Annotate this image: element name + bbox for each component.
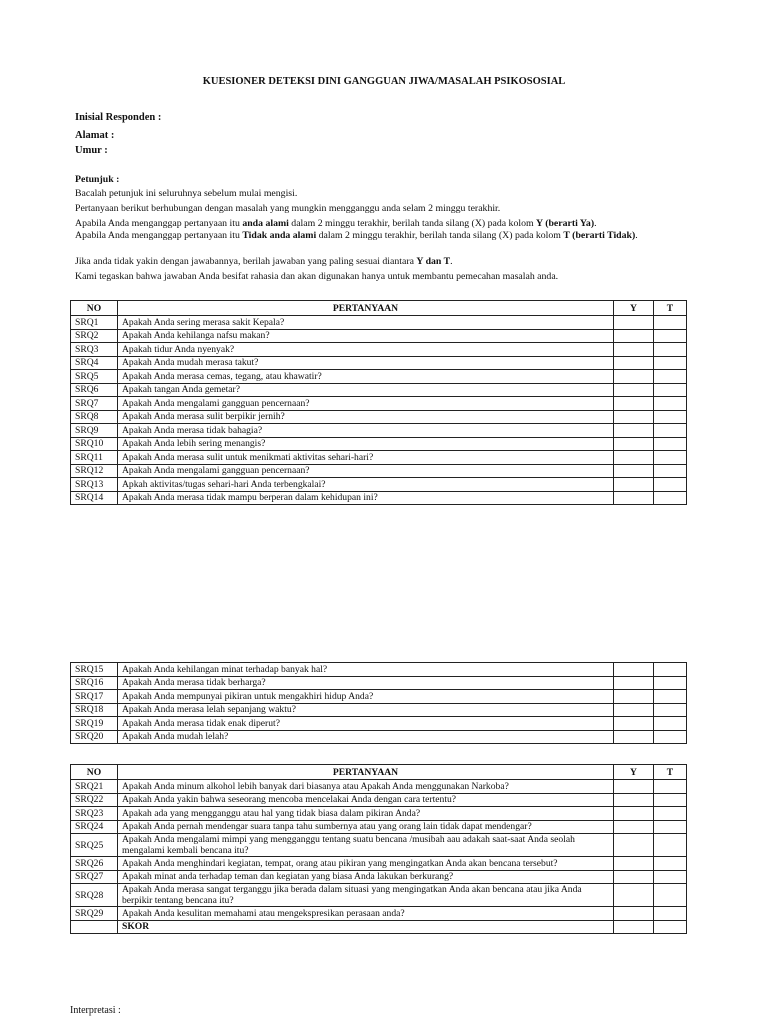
answer-t-cell[interactable] [654,793,687,807]
question-text: Apakah Anda kehilanga nafsu makan? [118,329,614,343]
question-number: SRQ4 [71,356,118,370]
answer-t-cell[interactable] [654,676,687,690]
question-number: SRQ28 [71,884,118,907]
answer-t-cell[interactable] [654,478,687,492]
answer-t-cell[interactable] [654,410,687,424]
table-header-row [71,765,687,780]
question-text: Apakah Anda mudah merasa takut? [118,356,614,370]
question-number: SRQ6 [71,383,118,397]
question-text: Apakah ada yang mengganggu atau hal yang tidak biasa dalam pikiran Anda? [118,807,614,821]
answer-t-cell[interactable] [654,703,687,717]
answer-t-cell[interactable] [654,343,687,357]
answer-t-cell[interactable] [654,730,687,744]
answer-t-cell[interactable] [654,424,687,438]
question-number: SRQ24 [71,820,118,834]
question-number: SRQ17 [71,690,118,704]
answer-t-cell[interactable] [654,329,687,343]
question-row [71,397,687,411]
question-row [71,703,687,717]
answer-y-cell[interactable] [614,793,654,807]
question-text: Apakah Anda minum alkohol lebih banyak dari biasanya atau Apakah Anda menggunakan Narkoba? [118,780,614,794]
question-text: Apakah Anda merasa sulit untuk menikmati aktivitas sehari-hari? [118,451,614,465]
petunjuk-line-6: Kami tegaskan bahwa jawaban Anda besifat rahasia dan akan digunakan hanya untuk membantu pemecahan masalah anda. [75,271,559,282]
question-text: Apakah Anda lebih sering menangis? [118,437,614,451]
petunjuk-heading: Petunjuk : [75,174,120,185]
answer-t-cell[interactable] [654,870,687,884]
question-number: SRQ16 [71,676,118,690]
table-header-row [71,301,687,316]
answer-y-cell[interactable] [614,907,654,921]
answer-y-cell[interactable] [614,356,654,370]
question-number: SRQ8 [71,410,118,424]
answer-y-cell[interactable] [614,730,654,744]
answer-y-cell[interactable] [614,383,654,397]
question-number: SRQ1 [71,316,118,330]
question-number: SRQ3 [71,343,118,357]
answer-y-cell[interactable] [614,343,654,357]
umur-label: Umur : [75,145,108,156]
answer-t-cell[interactable] [654,717,687,731]
answer-y-cell[interactable] [614,370,654,384]
answer-t-cell[interactable] [654,884,687,907]
petunjuk-line-5: Jika anda tidak yakin dengan jawabannya, berilah jawaban yang paling sesuai diantara Y dan T. [75,256,453,267]
question-row [71,834,687,857]
question-row [71,343,687,357]
skor-y-cell[interactable] [614,920,654,934]
answer-y-cell[interactable] [614,884,654,907]
skor-t-cell[interactable] [654,920,687,934]
answer-y-cell[interactable] [614,780,654,794]
header-y: Y [614,301,654,316]
question-row [71,464,687,478]
question-number: SRQ18 [71,703,118,717]
answer-y-cell[interactable] [614,478,654,492]
answer-t-cell[interactable] [654,834,687,857]
answer-y-cell[interactable] [614,397,654,411]
answer-t-cell[interactable] [654,820,687,834]
answer-y-cell[interactable] [614,717,654,731]
answer-t-cell[interactable] [654,857,687,871]
answer-y-cell[interactable] [614,870,654,884]
question-text: Apakah Anda mempunyai pikiran untuk mengakhiri hidup Anda? [118,690,614,704]
question-row [71,690,687,704]
answer-t-cell[interactable] [654,663,687,677]
question-row [71,663,687,677]
question-number: SRQ12 [71,464,118,478]
question-text: Apakah Anda merasa tidak mampu berperan dalam kehidupan ini? [118,491,614,505]
question-row [71,478,687,492]
question-number: SRQ25 [71,834,118,857]
question-number: SRQ19 [71,717,118,731]
question-row [71,437,687,451]
question-text: Apakah minat anda terhadap teman dan kegiatan yang biasa Anda lakukan berkurang? [118,870,614,884]
question-number: SRQ7 [71,397,118,411]
question-text: Apakah Anda kesulitan memahami atau mengekspresikan perasaan anda? [118,907,614,921]
question-text: Apakah Anda pernah mendengar suara tanpa tahu sumbernya atau yang orang lain tidak dapat mendengar? [118,820,614,834]
question-number: SRQ22 [71,793,118,807]
question-text: Apakah Anda sering merasa sakit Kepala? [118,316,614,330]
question-row [71,491,687,505]
question-number: SRQ26 [71,857,118,871]
question-text: Apkah aktivitas/tugas sehari-hari Anda terbengkalai? [118,478,614,492]
question-text: Apakah Anda merasa sangat terganggu jika berada dalam situasi yang mengingatkan Anda akan bencana atau jika Anda berpikir tentang bencana itu? [118,884,614,907]
question-row [71,820,687,834]
question-text: Apakah Anda merasa tidak berharga? [118,676,614,690]
question-text: Apakah Anda merasa tidak bahagia? [118,424,614,438]
header-t: T [654,301,687,316]
question-row [71,356,687,370]
answer-t-cell[interactable] [654,464,687,478]
question-text: Apakah Anda mengalami gangguan pencernaan? [118,397,614,411]
questionnaire-table-3 [70,764,687,934]
question-number: SRQ9 [71,424,118,438]
question-text: Apakah Anda merasa cemas, tegang, atau khawatir? [118,370,614,384]
answer-t-cell[interactable] [654,356,687,370]
question-row [71,383,687,397]
skor-label: SKOR [118,920,614,934]
question-row [71,907,687,921]
question-row [71,410,687,424]
question-number: SRQ21 [71,780,118,794]
question-row [71,870,687,884]
interpretasi-label: Interpretasi : [70,1005,121,1016]
question-row [71,780,687,794]
question-text: Apakah Anda menghindari kegiatan, tempat, orang atau pikiran yang mengingatkan Anda akan bencana tersebut? [118,857,614,871]
skor-row [71,920,687,934]
question-text: Apakah tidur Anda nyenyak? [118,343,614,357]
question-number: SRQ29 [71,907,118,921]
answer-y-cell[interactable] [614,451,654,465]
answer-y-cell[interactable] [614,437,654,451]
question-text: Apakah Anda yakin bahwa seseorang mencoba mencelakai Anda dengan cara tertentu? [118,793,614,807]
header-no: NO [71,765,118,780]
answer-t-cell[interactable] [654,397,687,411]
question-number: SRQ14 [71,491,118,505]
question-text: Apakah Anda mengalami gangguan pencernaan? [118,464,614,478]
document-title: KUESIONER DETEKSI DINI GANGGUAN JIWA/MASALAH PSIKOSOSIAL [202,76,566,87]
question-row [71,717,687,731]
inisial-responden-label: Inisial Responden : [75,112,162,123]
questionnaire-table-1 [70,300,687,505]
header-t: T [654,765,687,780]
question-number: SRQ2 [71,329,118,343]
answer-y-cell[interactable] [614,329,654,343]
question-number: SRQ5 [71,370,118,384]
question-number: SRQ13 [71,478,118,492]
petunjuk-line-4: Apabila Anda menganggap pertanyaan itu Tidak anda alami dalam 2 minggu terakhir, berilah tanda silang (X) pada kolom T (berarti Tidak). [75,230,638,241]
answer-y-cell[interactable] [614,316,654,330]
question-number: SRQ27 [71,870,118,884]
answer-y-cell[interactable] [614,690,654,704]
question-row [71,451,687,465]
answer-y-cell[interactable] [614,834,654,857]
question-number: SRQ23 [71,807,118,821]
question-text: Apakah tangan Anda gemetar? [118,383,614,397]
question-row [71,857,687,871]
question-row [71,730,687,744]
questionnaire-table-2 [70,662,687,744]
question-row [71,793,687,807]
answer-y-cell[interactable] [614,807,654,821]
header-y: Y [614,765,654,780]
answer-t-cell[interactable] [654,316,687,330]
header-pertanyaan: PERTANYAAN [118,301,614,316]
question-number: SRQ20 [71,730,118,744]
question-text: Apakah Anda merasa sulit berpikir jernih? [118,410,614,424]
answer-y-cell[interactable] [614,424,654,438]
question-row [71,316,687,330]
question-number: SRQ10 [71,437,118,451]
answer-t-cell[interactable] [654,807,687,821]
answer-t-cell[interactable] [654,491,687,505]
answer-t-cell[interactable] [654,780,687,794]
answer-y-cell[interactable] [614,464,654,478]
skor-no-cell [71,920,118,934]
question-text: Apakah Anda merasa tidak enak diperut? [118,717,614,731]
question-text: Apakah Anda merasa lelah sepanjang waktu? [118,703,614,717]
answer-y-cell[interactable] [614,663,654,677]
question-row [71,424,687,438]
alamat-label: Alamat : [75,130,115,141]
header-pertanyaan: PERTANYAAN [118,765,614,780]
answer-t-cell[interactable] [654,451,687,465]
question-row [71,329,687,343]
question-number: SRQ11 [71,451,118,465]
answer-y-cell[interactable] [614,820,654,834]
question-text: Apakah Anda kehilangan minat terhadap banyak hal? [118,663,614,677]
petunjuk-line-2: Pertanyaan berikut berhubungan dengan masalah yang mungkin mengganggu anda selam 2 minggu terakhir. [75,203,501,214]
answer-y-cell[interactable] [614,703,654,717]
answer-t-cell[interactable] [654,383,687,397]
answer-y-cell[interactable] [614,491,654,505]
question-text: Apakah Anda mengalami mimpi yang mengganggu tentang suatu bencana /musibah aau adakah saat-saat Anda seolah mengalami kembali bencana itu? [118,834,614,857]
header-no: NO [71,301,118,316]
question-text: Apakah Anda mudah lelah? [118,730,614,744]
question-row [71,370,687,384]
answer-t-cell[interactable] [654,370,687,384]
question-number: SRQ15 [71,663,118,677]
answer-t-cell[interactable] [654,437,687,451]
question-row [71,807,687,821]
answer-t-cell[interactable] [654,690,687,704]
petunjuk-line-3: Apabila Anda menganggap pertanyaan itu anda alami dalam 2 minggu terakhir, berilah tanda silang (X) pada kolom Y (berarti Ya). [75,218,597,229]
answer-y-cell[interactable] [614,857,654,871]
petunjuk-line-1: Bacalah petunjuk ini seluruhnya sebelum mulai mengisi. [75,188,298,199]
answer-y-cell[interactable] [614,410,654,424]
question-row [71,676,687,690]
answer-t-cell[interactable] [654,907,687,921]
answer-y-cell[interactable] [614,676,654,690]
question-row [71,884,687,907]
